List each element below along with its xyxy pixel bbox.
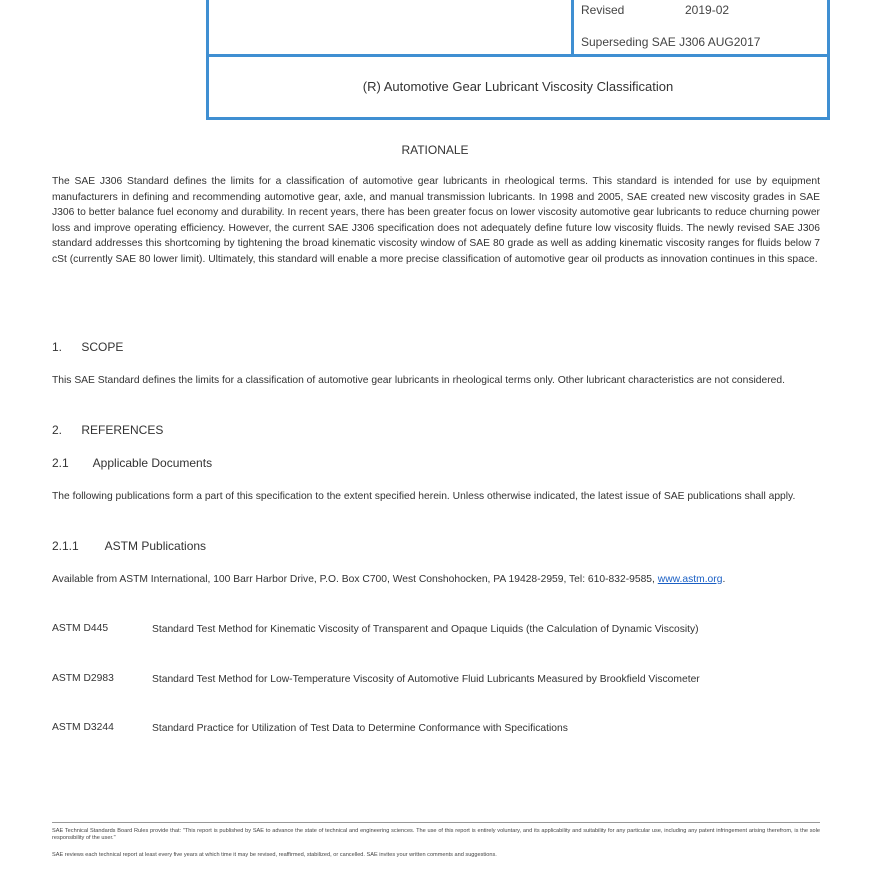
document-title: (R) Automotive Gear Lubricant Viscosity Classification: [362, 79, 674, 94]
astm-availability-text: [52, 572, 820, 588]
subsection-number: 2.1.1: [52, 539, 79, 553]
section-title: SCOPE: [81, 340, 124, 354]
reference-title: Standard Test Method for Kinematic Viscosity of Transparent and Opaque Liquids (the Calculation of Dynamic Viscosity): [152, 624, 699, 635]
footer-divider: [52, 822, 820, 823]
subsection-number: 2.1: [52, 456, 69, 470]
astm-website-link[interactable]: www.astm.org: [657, 574, 723, 585]
footer-rules-text: SAE Technical Standards Board Rules provide that: "This report is published by SAE to advance the state of technical and engineering sciences. The use of this report is entirely voluntary, and its applicability and suitability for any particular use, including any patent infringement arising therefrom, is the sole responsibility of the user.": [52, 828, 820, 841]
reference-code: ASTM D445: [52, 623, 109, 634]
reference-code: ASTM D3244: [52, 722, 114, 733]
section-title: REFERENCES: [81, 423, 164, 437]
rationale-heading: RATIONALE: [401, 143, 469, 157]
subsection-title: ASTM Publications: [104, 539, 207, 553]
section-scope-heading: [52, 340, 123, 354]
footer-review-text: SAE reviews each technical report at least every five years at which time it may be revised, reaffirmed, stabilized, or cancelled. SAE invites your written comments and suggestions.: [52, 852, 497, 858]
section-references-heading: [52, 423, 163, 437]
subsection-title: Applicable Documents: [92, 456, 213, 470]
subsection-astm-heading: [52, 539, 206, 553]
section-number: 1.: [52, 340, 63, 354]
scope-text: This SAE Standard defines the limits for a classification of automotive gear lubricants in rheological terms only. Other lubricant characteristics are not considered.: [52, 375, 785, 386]
availability-text: Available from ASTM International, 100 Barr Harbor Drive, P.O. Box C700, West Conshohocken, PA 19428-2959, Tel: 610-832-9585,: [52, 574, 655, 585]
subsection-applicable-heading: [52, 456, 212, 470]
link-suffix: .: [722, 574, 726, 585]
reference-code: ASTM D2983: [52, 673, 114, 684]
revised-date: 2019-02: [685, 3, 730, 17]
document-header-box: [206, 0, 830, 120]
superseding-text: Superseding SAE J306 AUG2017: [581, 35, 761, 49]
reference-title: Standard Practice for Utilization of Test Data to Determine Conformance with Specifications: [152, 723, 568, 734]
applicable-documents-text: The following publications form a part of this specification to the extent specified herein. Unless otherwise indicated, the latest issue of SAE publications shall apply.: [52, 491, 796, 502]
header-metadata-row: [209, 0, 827, 57]
revised-label: Revised: [581, 3, 625, 17]
section-number: 2.: [52, 423, 63, 437]
reference-title: Standard Test Method for Low-Temperature Viscosity of Automotive Fluid Lubricants Measured by Brookfield Viscometer: [152, 674, 700, 685]
rationale-text: The SAE J306 Standard defines the limits for a classification of automotive gear lubricants in rheological terms. This standard is intended for use by equipment manufacturers in defining and recommending automotive gear, axle, and manual transmission lubricants. In 1998 and 2005, SAE created new viscosity grades in SAE J306 to better balance fuel economy and durability. In recent years, there has been greater focus on lower viscosity automotive gear lubricants to reduce churning power loss and improve operating efficiency. However, the current SAE J306 specification does not adequately define future low viscosity fluids. The newly revised SAE J306 standard addresses this shortcoming by tightening the broad kinematic viscosity window of SAE 80 grade as well as adding kinematic viscosity ranges for fluids below 7 cSt (currently SAE 80 lower limit). Ultimately, this standard will enable a more precise classification of automotive gear oil products as innovation continues in this space.: [52, 176, 820, 265]
header-divider: [571, 0, 574, 54]
